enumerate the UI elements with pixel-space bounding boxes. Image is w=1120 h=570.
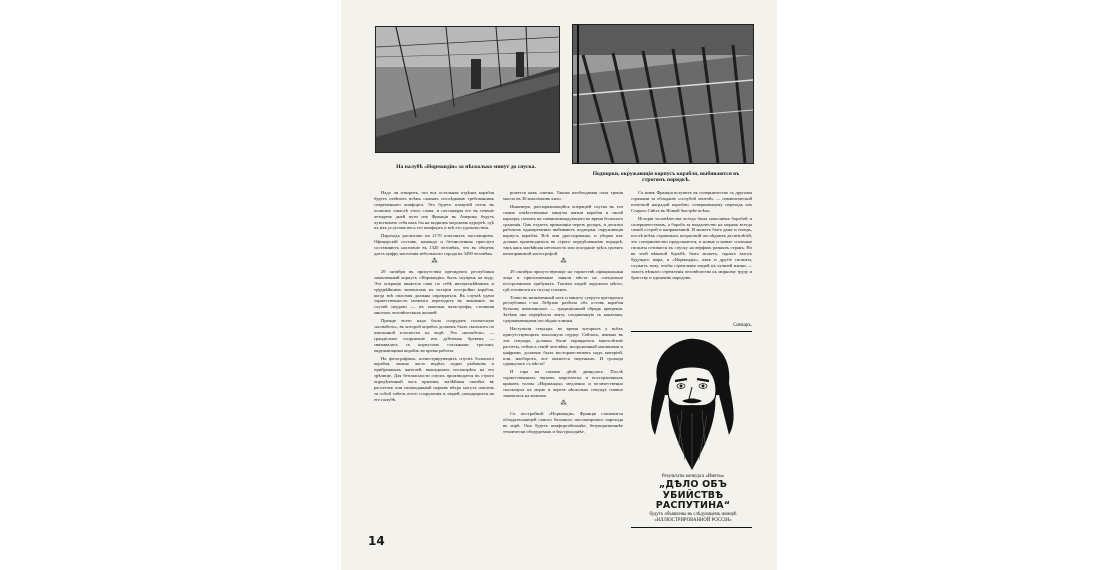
magazine-page (341, 0, 777, 570)
photo-left-caption: На палубѣ «Нормандіи» за нѣсколько минут до спуска. (396, 164, 536, 170)
paragraph: Исторія человѣчества всегда была наполнена борьбой и соперничествомъ, а борьба за владычество на моряхъ всегда самой острой и напряженной. И можетъ быть даже и теперь, послѣ всѣхъ страшныхъ потрясеній послѣднихъ десятилѣтій, это соперничество продолжается, и новые и новые стальные гиганты готовятся къ спуску на верфяхъ разныхъ странъ. Но въ этой вѣковой борьбѣ, быть можетъ, скрыта залогъ будущаго мира, и «Нормандія», какъ и другіе гиганты, служитъ тому, чтобы стремленія людей къ лучшей жизни — залогъ вѣчнаго стремленія человѣчества къ мирному труду и братству и единенію народовъ. (631, 215, 752, 280)
paragraph: 29 октября присутствующіе на торжествѣ официальныя лица и приглашенные заняли мѣста на спеціально построенныхъ трибунахъ. Тысячи людей окружали мѣсто, гдѣ готовился къ спуску гигантъ. (503, 268, 623, 292)
paragraph: Наступили секунды, во время которыхъ у всѣхъ присутствующихъ захолонуло сердце. Сейчасъ, именно въ эти секунды, должны были оправдаться многолѣтніе расчеты, сейчасъ генiй человѣка, вооруженный машинами и цифрами, долженъ былъ восторжествовать надъ матеріей, или, наоборотъ, все окажется тщетнымъ. И громада сдвинулась съ мѣста! (503, 326, 623, 367)
paragraph: 29 октября въ присутствіи президента республики законченный корпусъ «Нормандіи» былъ спущенъ на воду. Эта операція является сама по себѣ интереснѣйшимъ и труднѣйшимъ моментомъ въ исторіи постройки корабля, когда всѣ опасенія должны оправдаться. Въ случаѣ удачи торжественность момента переходитъ въ ликованіе, въ случаѣ неудачи — въ тяжелыя катастрофы, стоившія многихъ человѣческихъ жизней. (374, 268, 494, 316)
paragraph: рожется какъ спичка. Такова необходимая сила тренія массы въ 30 милліоновъ кило. (503, 190, 623, 201)
section-ornament: ⁂ (560, 258, 566, 265)
article-column-3 (631, 190, 752, 340)
photo-ship-deck (375, 26, 560, 153)
contest-title-line2: РАСПУТИНА“ (655, 500, 731, 511)
contest-announcement (633, 474, 753, 524)
rasputin-portrait (637, 335, 747, 475)
article-column-1 (374, 190, 494, 525)
contest-title-line1: „ДѢЛО ОБЪ УБИЙСТВѢ (658, 479, 727, 501)
paragraph: Пароходъ расчитанъ на 2170 классныхъ пассажировъ. Офицерскій составъ, команда и безчисленная прислуга составляютъ населеніе въ 1320 человѣкъ, что въ общемъ даетъ цифру населенія небольшого города въ 3490 человѣкъ. (374, 233, 494, 257)
paragraph: И гора на самомъ дѣлѣ двинулась. Послѣ торжественныхъ звуковъ марсельезы и восторженныхъ криковъ толпы «Нормандія» медленно и величественно скользнула къ морю и черезъ нѣсколько секундъ плавно закачалась на волнахъ. (503, 369, 623, 398)
page-number: 14 (368, 534, 385, 548)
paragraph: На фотографіяхъ, иллюстрирующихъ спускъ большого корабля, можно часто видѣть лодки рыбаковъ и прибрежныхъ жителей, вышедшихъ посмотрѣть на это зрѣлище. Для безопасности спускъ производится въ строго опредѣленный часъ прилива; малѣйшая ошибка въ расчетахъ или неожиданный порывъ вѣтра могутъ повлечь за собой гибель всего сооруженія и людей, находящихся на его палубѣ. (374, 355, 494, 402)
paragraph: Инженеръ, распоряжающійся операціей спуска въ эти самые отвѣтственные минуты жизни корабля и своей карьеры, похожъ на главнокомандующаго во время большого сраженія. Онъ отдаетъ приказанія черезъ рупоръ, и десятки рабочихъ одновременно выбиваютъ подпорки, окружающія корпусъ корабля. Всѣ они дрессированы, и уборка ихъ должна производиться въ строго опредѣленномъ порядкѣ, такъ какъ малѣйшая неточность или опозданіе здѣсь грозятъ непоправимой катастрофой. (503, 203, 623, 257)
section-ornament: ⁂ (431, 258, 437, 265)
divider (631, 527, 752, 528)
photo-right-caption: Подпорки, окружающія корпусъ корабля, выбиваются въ строгомъ порядкѣ. (592, 171, 740, 184)
contest-note: будутъ объявлены въ слѣдующемъ номерѣ (649, 511, 737, 517)
divider (631, 331, 752, 332)
paragraph: Съ нимъ Франція вступитъ въ соперничество съ другими странами за обладаніе «голубой лентой» — символической почетной наградой кораблю, совершающему переходъ изъ Стараго Свѣта въ Новый быстрѣе всѣхъ. (631, 190, 752, 213)
contest-intro: Результаты конкурса «Иметы» (661, 474, 725, 479)
article-column-2 (503, 190, 623, 535)
section-ornament: ⁂ (560, 400, 566, 407)
paragraph: Точно въ назначенный часъ и минуту супруга президента республики г-жа Лебрэнъ разбила объ остовъ корабля бутылку шампанскаго — традиціонный обрядъ крещенія. Затѣмъ она перерѣзала ленту, соединенную съ канатами, сдерживающими послѣдніе клинья. (503, 294, 623, 324)
paragraph: Прежде всего надо было соорудить гигантскую «колыбель», въ которой корабль долженъ былъ скользить по наклонной плоскости къ водѣ. Эта «колыбель» — грандіозное сооруженіе изъ дубовыхъ бревенъ — связывалась съ корпусомъ стальными тросами, окружающими корабль во время работы. (374, 318, 494, 353)
author-signature: Синкаръ. (733, 323, 752, 328)
photo-ship-hull (572, 24, 754, 164)
paragraph: Съ постройкой «Нормандіи» Франція становится обладательницей самого большого пассажирскаго парохода въ мірѣ. Онъ будетъ комфортабельнѣе, безукоризненнѣе технически оборудованъ и быстроходнѣе. (503, 410, 623, 434)
paragraph: Надо ли говорить, что вся остальная отдѣлка корабля будетъ отвѣчать всѣмъ самымъ послѣднимъ требованіямъ современнаго комфорта. Это будетъ плавучій отель въ полномъ смыслѣ этого слова, и пассажиры его въ теченіе четырехъ дней пути изъ Франціи въ Америку будутъ чувствовать себя какъ бы на модномъ морскомъ курортѣ, гдѣ къ ихъ услугамъ весь его комфортъ и всѣ его удовольствія. (374, 190, 494, 231)
contest-magazine-name: «ИЛЛЮСТРИРОВАННОЙ РОССІИ» (654, 517, 732, 523)
